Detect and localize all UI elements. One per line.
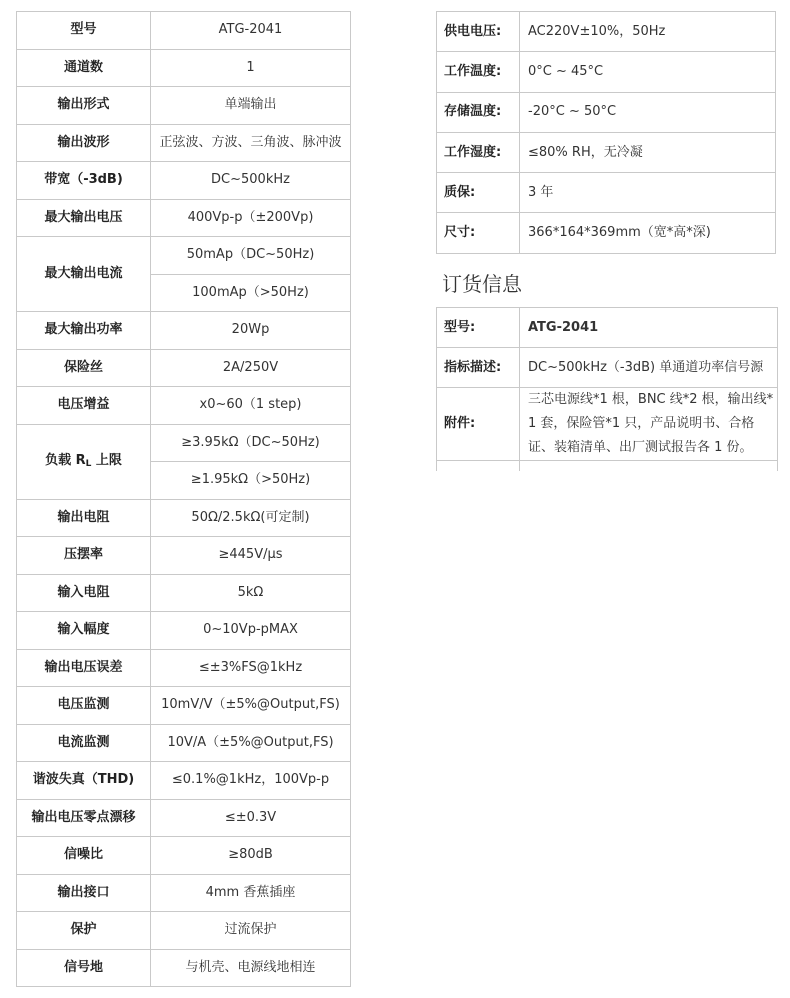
- order-label: 型号:: [437, 308, 520, 348]
- order-value: ATG-2041: [520, 308, 778, 348]
- spec-label: 输出接口: [17, 874, 151, 912]
- spec-label: 保险丝: [17, 349, 151, 387]
- spec-label: 输出电压零点漂移: [17, 799, 151, 837]
- table-row: [17, 724, 351, 762]
- spec-label: 最大输出电压: [17, 199, 151, 237]
- spec-value: 2A/250V: [151, 349, 351, 387]
- table-row: [437, 12, 776, 52]
- spec-label: 电压增益: [17, 387, 151, 425]
- table-row: [437, 52, 776, 92]
- order-info-heading: 订货信息: [442, 272, 522, 296]
- spec-value: 100mAp（>50Hz): [151, 274, 351, 312]
- env-label: 供电电压:: [437, 12, 520, 52]
- table-row: [17, 87, 351, 125]
- spec-label: 输出电阻: [17, 499, 151, 537]
- spec-value: 过流保护: [151, 912, 351, 950]
- order-label: 附件:: [437, 388, 520, 461]
- env-label: 工作湿度:: [437, 132, 520, 172]
- table-row: [17, 349, 351, 387]
- env-label: 工作温度:: [437, 52, 520, 92]
- spec-label: 输出电压误差: [17, 649, 151, 687]
- table-row: [17, 687, 351, 725]
- env-label: 质保:: [437, 173, 520, 213]
- spec-value: ≥1.95kΩ（>50Hz): [151, 462, 351, 500]
- table-row: [17, 387, 351, 425]
- spec-value: ≤0.1%@1kHz，100Vp-p: [151, 762, 351, 800]
- spec-value: ≥80dB: [151, 837, 351, 875]
- env-value: 0°C ~ 45°C: [520, 52, 776, 92]
- spec-table: [16, 11, 351, 987]
- spec-value: x0~60（1 step): [151, 387, 351, 425]
- spec-label-subscript: L: [85, 459, 92, 470]
- spec-value: 10mV/V（±5%@Output,FS): [151, 687, 351, 725]
- spec-label: 型号: [17, 12, 151, 50]
- table-row: [17, 124, 351, 162]
- table-row: [437, 348, 778, 388]
- table-row: [17, 49, 351, 87]
- spec-label: 最大输出功率: [17, 312, 151, 350]
- table-row: [17, 312, 351, 350]
- empty-cell: [520, 461, 778, 472]
- order-info-table: [436, 307, 778, 471]
- table-row: [437, 173, 776, 213]
- spec-label: 压摆率: [17, 537, 151, 575]
- spec-value: 1: [151, 49, 351, 87]
- table-row: [17, 649, 351, 687]
- spec-label-suffix: 上限: [91, 453, 122, 469]
- table-row: [17, 199, 351, 237]
- spec-label: 最大输出电流: [17, 237, 151, 312]
- spec-value: DC~500kHz: [151, 162, 351, 200]
- table-row: [17, 762, 351, 800]
- spec-value: 0~10Vp-pMAX: [151, 612, 351, 650]
- env-label: 尺寸:: [437, 213, 520, 253]
- table-row: [17, 612, 351, 650]
- spec-value: 与机壳、电源线地相连: [151, 949, 351, 987]
- table-row: [17, 837, 351, 875]
- table-row-partial: [437, 461, 778, 472]
- spec-value: ≤±3%FS@1kHz: [151, 649, 351, 687]
- env-value: 366*164*369mm（宽*高*深): [520, 213, 776, 253]
- table-row: [17, 424, 351, 462]
- table-row: [437, 132, 776, 172]
- spec-value: 4mm 香蕉插座: [151, 874, 351, 912]
- table-row: [17, 537, 351, 575]
- table-row: [17, 799, 351, 837]
- spec-label: 电压监测: [17, 687, 151, 725]
- spec-value: 50mAp（DC~50Hz): [151, 237, 351, 275]
- spec-label: 信号地: [17, 949, 151, 987]
- spec-value: ≥445V/μs: [151, 537, 351, 575]
- table-row: [17, 237, 351, 275]
- table-row: [17, 874, 351, 912]
- spec-value: 20Wp: [151, 312, 351, 350]
- table-row: [17, 912, 351, 950]
- table-row: [17, 499, 351, 537]
- env-value: ≤80% RH，无冷凝: [520, 132, 776, 172]
- table-row: [437, 92, 776, 132]
- spec-value: 400Vp-p（±200Vp): [151, 199, 351, 237]
- spec-value: 5kΩ: [151, 574, 351, 612]
- environment-table: [436, 11, 776, 254]
- spec-value: ATG-2041: [151, 12, 351, 50]
- spec-value: 50Ω/2.5kΩ(可定制): [151, 499, 351, 537]
- spec-label: 电流监测: [17, 724, 151, 762]
- env-value: -20°C ~ 50°C: [520, 92, 776, 132]
- table-row: [17, 12, 351, 50]
- spec-label: 保护: [17, 912, 151, 950]
- spec-label-text: 负载 R: [45, 453, 86, 469]
- table-row: [17, 162, 351, 200]
- spec-value: 10V/A（±5%@Output,FS): [151, 724, 351, 762]
- table-row: [17, 949, 351, 987]
- spec-label: 输出形式: [17, 87, 151, 125]
- spec-label: 输入电阻: [17, 574, 151, 612]
- spec-value: 单端输出: [151, 87, 351, 125]
- order-value: 三芯电源线*1 根，BNC 线*2 根，输出线*1 套，保险管*1 只，产品说明书、合格证、装箱清单、出厂测试报告各 1 份。: [520, 388, 778, 461]
- table-row: [437, 213, 776, 253]
- env-value: AC220V±10%，50Hz: [520, 12, 776, 52]
- table-row: [437, 308, 778, 348]
- spec-label: 输入幅度: [17, 612, 151, 650]
- spec-label: 通道数: [17, 49, 151, 87]
- spec-label: 输出波形: [17, 124, 151, 162]
- table-row: [437, 388, 778, 461]
- table-row: [17, 574, 351, 612]
- empty-cell: [437, 461, 520, 472]
- env-label: 存储温度:: [437, 92, 520, 132]
- env-value: 3 年: [520, 173, 776, 213]
- spec-value: 正弦波、方波、三角波、脉冲波: [151, 124, 351, 162]
- spec-value: ≥3.95kΩ（DC~50Hz): [151, 424, 351, 462]
- spec-value: ≤±0.3V: [151, 799, 351, 837]
- order-value: DC~500kHz（-3dB) 单通道功率信号源: [520, 348, 778, 388]
- spec-label: 带宽（-3dB): [17, 162, 151, 200]
- spec-label: 谐波失真（THD): [17, 762, 151, 800]
- spec-label: 信噪比: [17, 837, 151, 875]
- spec-label: [17, 424, 151, 499]
- order-label: 指标描述:: [437, 348, 520, 388]
